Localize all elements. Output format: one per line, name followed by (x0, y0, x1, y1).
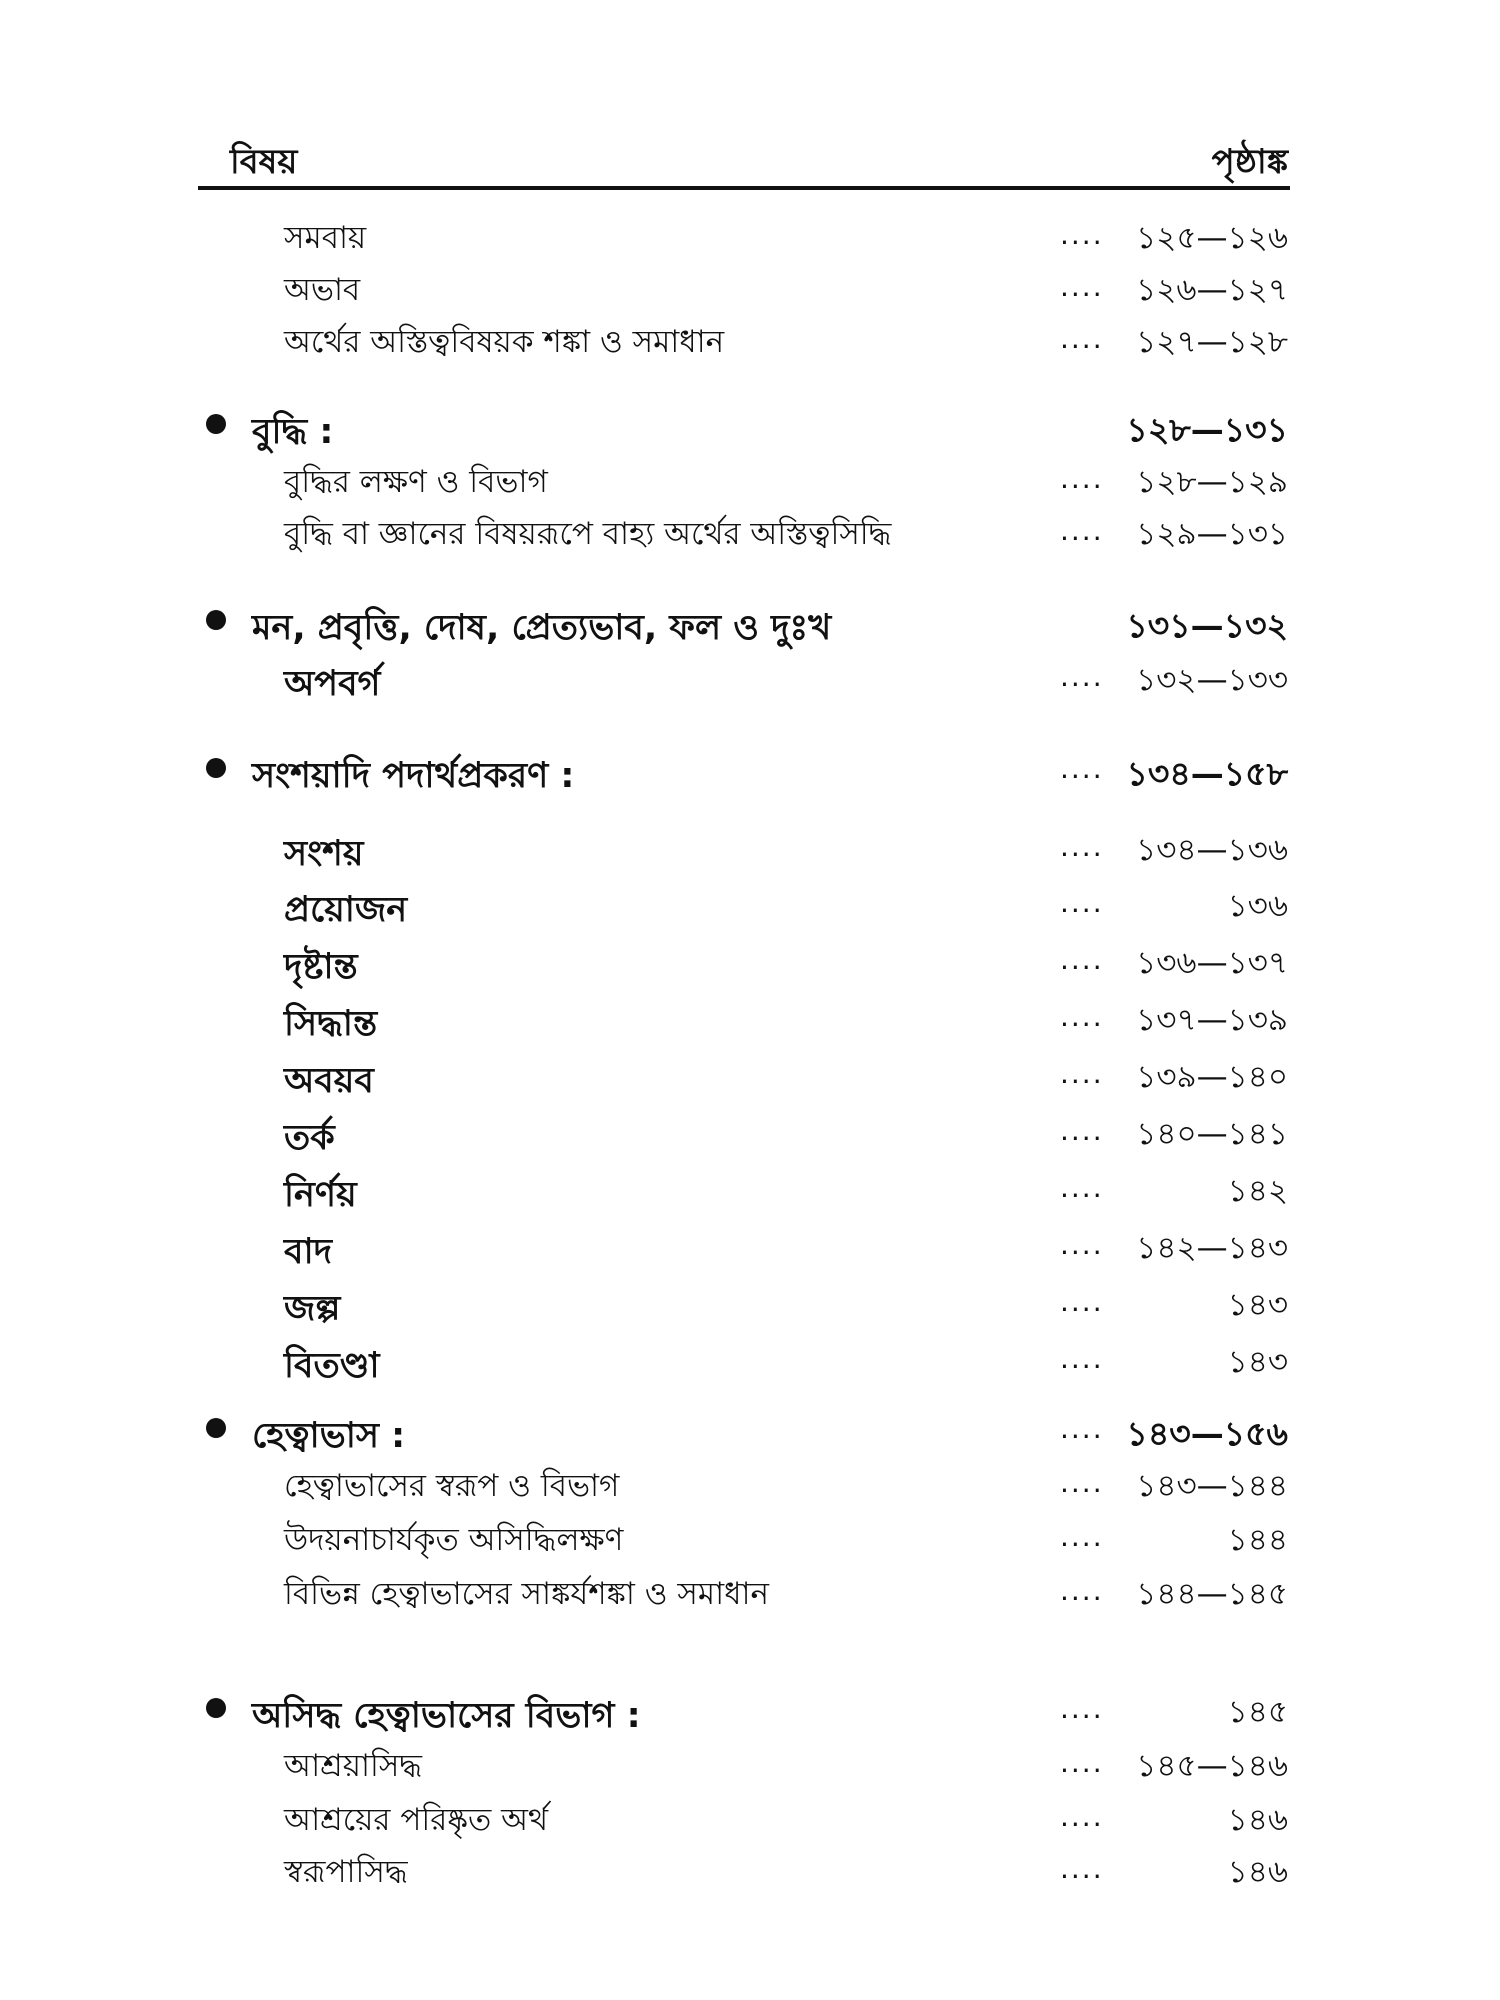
bullet-icon (206, 414, 226, 434)
section-pages: ১৩৪—১৫৮ (1126, 754, 1288, 793)
leader-dots: .... (1060, 1466, 1104, 1499)
toc-entry (0, 1104, 1500, 1158)
entry-title: বুদ্ধি বা জ্ঞানের বিষয়রূপে বাহ্য অর্থের অস্তিত্বসিদ্ধি (284, 516, 892, 552)
toc-entry (0, 1510, 1500, 1564)
entry-title: প্রয়োজন (284, 890, 408, 930)
toc-section (0, 1402, 1500, 1456)
entry-pages: ১৩৪—১৩৬ (1136, 832, 1288, 868)
entry-pages: ১৪৫—১৪৬ (1136, 1748, 1288, 1784)
entry-title: স্বরূপাসিদ্ধ (284, 1854, 408, 1890)
entry-pages: ১৪৬ (1227, 1802, 1288, 1838)
leader-dots: .... (1060, 1520, 1104, 1553)
section-title: বুদ্ধি : (252, 412, 334, 452)
section-pages: ১৪৫ (1227, 1694, 1288, 1730)
entry-pages: ১৩২—১৩৩ (1136, 662, 1288, 698)
entry-title: আশ্রয়ের পরিষ্কৃত অর্থ (284, 1802, 549, 1838)
entry-title: সংশয় (284, 834, 364, 874)
toc-entry (0, 312, 1500, 366)
entry-pages: ১২৭—১২৮ (1136, 324, 1288, 360)
toc-entry (0, 1047, 1500, 1101)
leader-dots: .... (1060, 1574, 1104, 1607)
leader-dots: .... (1060, 1342, 1104, 1375)
toc-entry (0, 1842, 1500, 1896)
bullet-icon (206, 1418, 226, 1438)
bullet-icon (206, 1698, 226, 1718)
leader-dots: .... (1060, 1285, 1104, 1318)
entry-pages: ১৩৬ (1227, 888, 1288, 924)
toc-entry (0, 504, 1500, 558)
toc-entry (0, 260, 1500, 314)
entry-pages: ১৪৩—১৪৪ (1136, 1468, 1288, 1504)
toc-entry (0, 1790, 1500, 1844)
entry-title: জল্প (284, 1289, 341, 1329)
leader-dots: .... (1060, 1171, 1104, 1204)
subject-column-heading: বিষয় (230, 142, 298, 182)
entry-pages: ১৩৭—১৩৯ (1136, 1002, 1288, 1038)
entry-title: উদয়নাচার্যকৃত অসিদ্ধিলক্ষণ (284, 1522, 624, 1558)
leader-dots: .... (1060, 322, 1104, 355)
header-rule (198, 186, 1290, 190)
section-title: মন, প্রবৃত্তি, দোষ, প্রেত্যভাব, ফল ও দুঃখ (252, 608, 832, 648)
toc-header (198, 130, 1290, 180)
bullet-icon (206, 758, 226, 778)
entry-title: তর্ক (284, 1118, 335, 1158)
leader-dots: .... (1060, 752, 1104, 785)
leader-dots: .... (1060, 1228, 1104, 1261)
leader-dots: .... (1060, 830, 1104, 863)
entry-title: অভাব (284, 272, 361, 308)
leader-dots: .... (1060, 1412, 1104, 1445)
leader-dots: .... (1060, 1692, 1104, 1725)
entry-pages: ১৪০—১৪১ (1136, 1116, 1288, 1152)
entry-pages: ১৩৯—১৪০ (1136, 1059, 1288, 1095)
leader-dots: .... (1060, 218, 1104, 251)
entry-title: আশ্রয়াসিদ্ধ (284, 1748, 423, 1784)
entry-title: বাদ (284, 1232, 333, 1272)
toc-entry (0, 1564, 1500, 1618)
leader-dots: .... (1060, 1114, 1104, 1147)
toc-entry (0, 990, 1500, 1044)
toc-entry (0, 1332, 1500, 1386)
entry-pages: ১৪২—১৪৩ (1136, 1230, 1288, 1266)
entry-pages: ১২৮—১২৯ (1136, 464, 1288, 500)
toc-entry (0, 1161, 1500, 1215)
toc-entry (0, 650, 1500, 704)
entry-pages: ১২৫—১২৬ (1136, 220, 1288, 256)
entry-title: সিদ্ধান্ত (284, 1004, 378, 1044)
section-title: হেত্বাভাস : (252, 1416, 406, 1456)
toc-entry (0, 452, 1500, 506)
entry-title: সমবায় (284, 220, 367, 256)
toc-entry (0, 1736, 1500, 1790)
toc-entry (0, 1456, 1500, 1510)
entry-title: বিভিন্ন হেত্বাভাসের সাঙ্কর্যশঙ্কা ও সমাধান (284, 1576, 769, 1612)
section-pages: ১৩১—১৩২ (1126, 606, 1288, 645)
leader-dots: .... (1060, 886, 1104, 919)
entry-pages: ১২৬—১২৭ (1136, 272, 1288, 308)
leader-dots: .... (1060, 462, 1104, 495)
toc-entry (0, 1218, 1500, 1272)
toc-section (0, 742, 1500, 796)
toc-section (0, 594, 1500, 648)
entry-pages: ১৪৩ (1227, 1344, 1288, 1380)
entry-title: হেত্বাভাসের স্বরূপ ও বিভাগ (284, 1468, 620, 1504)
toc-section (0, 398, 1500, 452)
leader-dots: .... (1060, 270, 1104, 303)
entry-title: দৃষ্টান্ত (284, 947, 358, 987)
toc-entry (0, 820, 1500, 874)
leader-dots: .... (1060, 1800, 1104, 1833)
leader-dots: .... (1060, 943, 1104, 976)
leader-dots: .... (1060, 1000, 1104, 1033)
leader-dots: .... (1060, 1852, 1104, 1885)
entry-title: অপবর্গ (284, 664, 381, 704)
leader-dots: .... (1060, 1746, 1104, 1779)
leader-dots: .... (1060, 1057, 1104, 1090)
leader-dots: .... (1060, 514, 1104, 547)
section-title: অসিদ্ধ হেত্বাভাসের বিভাগ : (252, 1696, 641, 1736)
entry-title: বুদ্ধির লক্ষণ ও বিভাগ (284, 464, 548, 500)
toc-entry (0, 876, 1500, 930)
entry-pages: ১৪৪—১৪৫ (1136, 1576, 1288, 1612)
section-pages: ১২৮—১৩১ (1126, 410, 1288, 449)
toc-section (0, 1682, 1500, 1736)
entry-pages: ১৩৬—১৩৭ (1136, 945, 1288, 981)
entry-title: নির্ণয় (284, 1175, 357, 1215)
section-title: সংশয়াদি পদার্থপ্রকরণ : (252, 756, 575, 796)
entry-title: অবয়ব (284, 1061, 374, 1101)
toc-entry (0, 208, 1500, 262)
toc-entry (0, 933, 1500, 987)
entry-pages: ১৪৬ (1227, 1854, 1288, 1890)
section-pages: ১৪৩—১৫৬ (1126, 1414, 1288, 1453)
toc-entry (0, 1275, 1500, 1329)
entry-pages: ১২৯—১৩১ (1136, 516, 1288, 552)
page-number-column-heading: পৃষ্ঠাঙ্ক (1211, 142, 1288, 182)
entry-pages: ১৪৪ (1227, 1522, 1288, 1558)
entry-title: বিতণ্ডা (284, 1346, 380, 1386)
entry-pages: ১৪৩ (1227, 1287, 1288, 1323)
leader-dots: .... (1060, 660, 1104, 693)
entry-title: অর্থের অস্তিত্ববিষয়ক শঙ্কা ও সমাধান (284, 324, 725, 360)
entry-pages: ১৪২ (1227, 1173, 1288, 1209)
bullet-icon (206, 610, 226, 630)
